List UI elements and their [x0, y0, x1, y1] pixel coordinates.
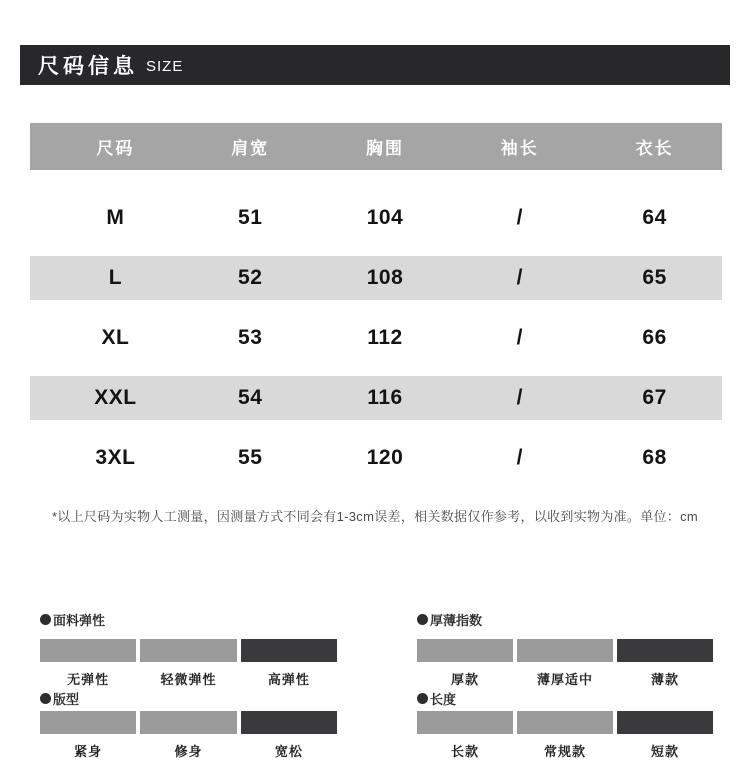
attribute-title: 面料弹性: [53, 612, 106, 628]
scale-bars: [40, 711, 337, 734]
attribute-title: 版型: [53, 691, 80, 707]
scale-bar-segment: [140, 639, 236, 662]
scale-bar-segment: [40, 711, 136, 734]
page-subtitle: SIZE: [146, 57, 184, 75]
measurement-cell: 68: [642, 446, 667, 469]
measurement-cell: 51: [238, 206, 263, 229]
scale-option-label: 无弹性: [67, 672, 110, 687]
attribute-title-row: [417, 611, 713, 627]
page-title: 尺码信息: [38, 55, 138, 78]
measurement-cell: 52: [238, 266, 263, 289]
size-cell: 3XL: [95, 446, 136, 469]
measurement-cell: 108: [366, 266, 404, 289]
size-cell: XXL: [94, 386, 137, 409]
size-table-header-row: [30, 123, 722, 170]
column-header-length: 衣长: [635, 139, 674, 158]
scale-option-label: 厚款: [450, 672, 479, 687]
measurement-cell: 65: [642, 266, 667, 289]
scale-bar-segment: [40, 639, 136, 662]
attribute-block-fabric-elasticity: [40, 611, 337, 688]
scale-option-label: 薄厚适中: [536, 672, 593, 687]
scale-option-labels: [417, 741, 713, 760]
scale-bars: [417, 639, 713, 662]
scale-bar-segment: [617, 711, 713, 734]
measurement-cell: 104: [366, 206, 404, 229]
scale-option-label: 短款: [650, 744, 679, 759]
scale-bar-segment: [241, 639, 337, 662]
table-row: [30, 188, 722, 248]
measurement-cell: 116: [367, 386, 403, 409]
table-row: [30, 428, 722, 488]
measurement-cell: 112: [367, 326, 403, 349]
column-header-shoulder: 肩宽: [231, 139, 270, 158]
attribute-block-thickness-index: [417, 611, 713, 688]
scale-option-label: 宽松: [274, 744, 303, 759]
scale-option-labels: [417, 669, 713, 688]
scale-bar-segment: [517, 639, 613, 662]
column-header-size: 尺码: [96, 139, 135, 158]
measurement-cell: /: [516, 386, 523, 409]
scale-option-label: 薄款: [650, 672, 679, 687]
size-cell: M: [106, 206, 125, 229]
attribute-title-row: [417, 690, 713, 706]
column-header-sleeve: 袖长: [500, 139, 539, 158]
size-cell: XL: [101, 326, 130, 349]
scale-bar-segment: [617, 639, 713, 662]
attribute-title-row: [40, 690, 337, 706]
bullet-icon: [40, 693, 51, 704]
scale-option-label: 常规款: [543, 744, 586, 759]
scale-option-labels: [40, 669, 337, 688]
scale-bar-segment: [417, 711, 513, 734]
scale-option-label: 修身: [174, 744, 203, 759]
scale-bars: [417, 711, 713, 734]
scale-option-labels: [40, 741, 337, 760]
attribute-title: 厚薄指数: [430, 612, 483, 628]
column-header-chest: 胸围: [365, 139, 404, 158]
attribute-title: 长度: [430, 691, 457, 707]
measurement-cell: 64: [642, 206, 667, 229]
size-table: [30, 123, 722, 488]
attribute-title-row: [40, 611, 337, 627]
measurement-cell: /: [516, 446, 523, 469]
bullet-icon: [40, 614, 51, 625]
measurement-cell: 120: [366, 446, 404, 469]
measurement-cell: /: [516, 206, 523, 229]
attribute-block-fit-type: [40, 690, 337, 760]
measurement-cell: 54: [238, 386, 263, 409]
scale-option-label: 紧身: [74, 744, 103, 759]
scale-bar-segment: [140, 711, 236, 734]
size-cell: L: [108, 266, 123, 289]
table-row: [30, 308, 722, 368]
measurement-cell: 66: [642, 326, 667, 349]
measurement-cell: /: [516, 326, 523, 349]
scale-option-label: 长款: [450, 744, 479, 759]
bullet-icon: [417, 693, 428, 704]
scale-bar-segment: [241, 711, 337, 734]
bullet-icon: [417, 614, 428, 625]
scale-bar-segment: [417, 639, 513, 662]
measurement-cell: 55: [238, 446, 263, 469]
measurement-cell: /: [516, 266, 523, 289]
measurement-cell: 67: [642, 386, 667, 409]
section-title-bar: [20, 45, 730, 85]
table-row: [30, 368, 722, 428]
measurement-note: *以上尺码为实物人工测量，因测量方式不同会有1-3cm误差，相关数据仅作参考，以收到实物为准。单位：cm: [51, 509, 699, 524]
scale-option-label: 轻微弹性: [160, 672, 217, 687]
size-table-body: [30, 188, 722, 488]
attribute-block-length: [417, 690, 713, 760]
scale-bar-segment: [517, 711, 613, 734]
table-row: [30, 248, 722, 308]
scale-bars: [40, 639, 337, 662]
measurement-cell: 53: [238, 326, 263, 349]
scale-option-label: 高弹性: [267, 672, 310, 687]
